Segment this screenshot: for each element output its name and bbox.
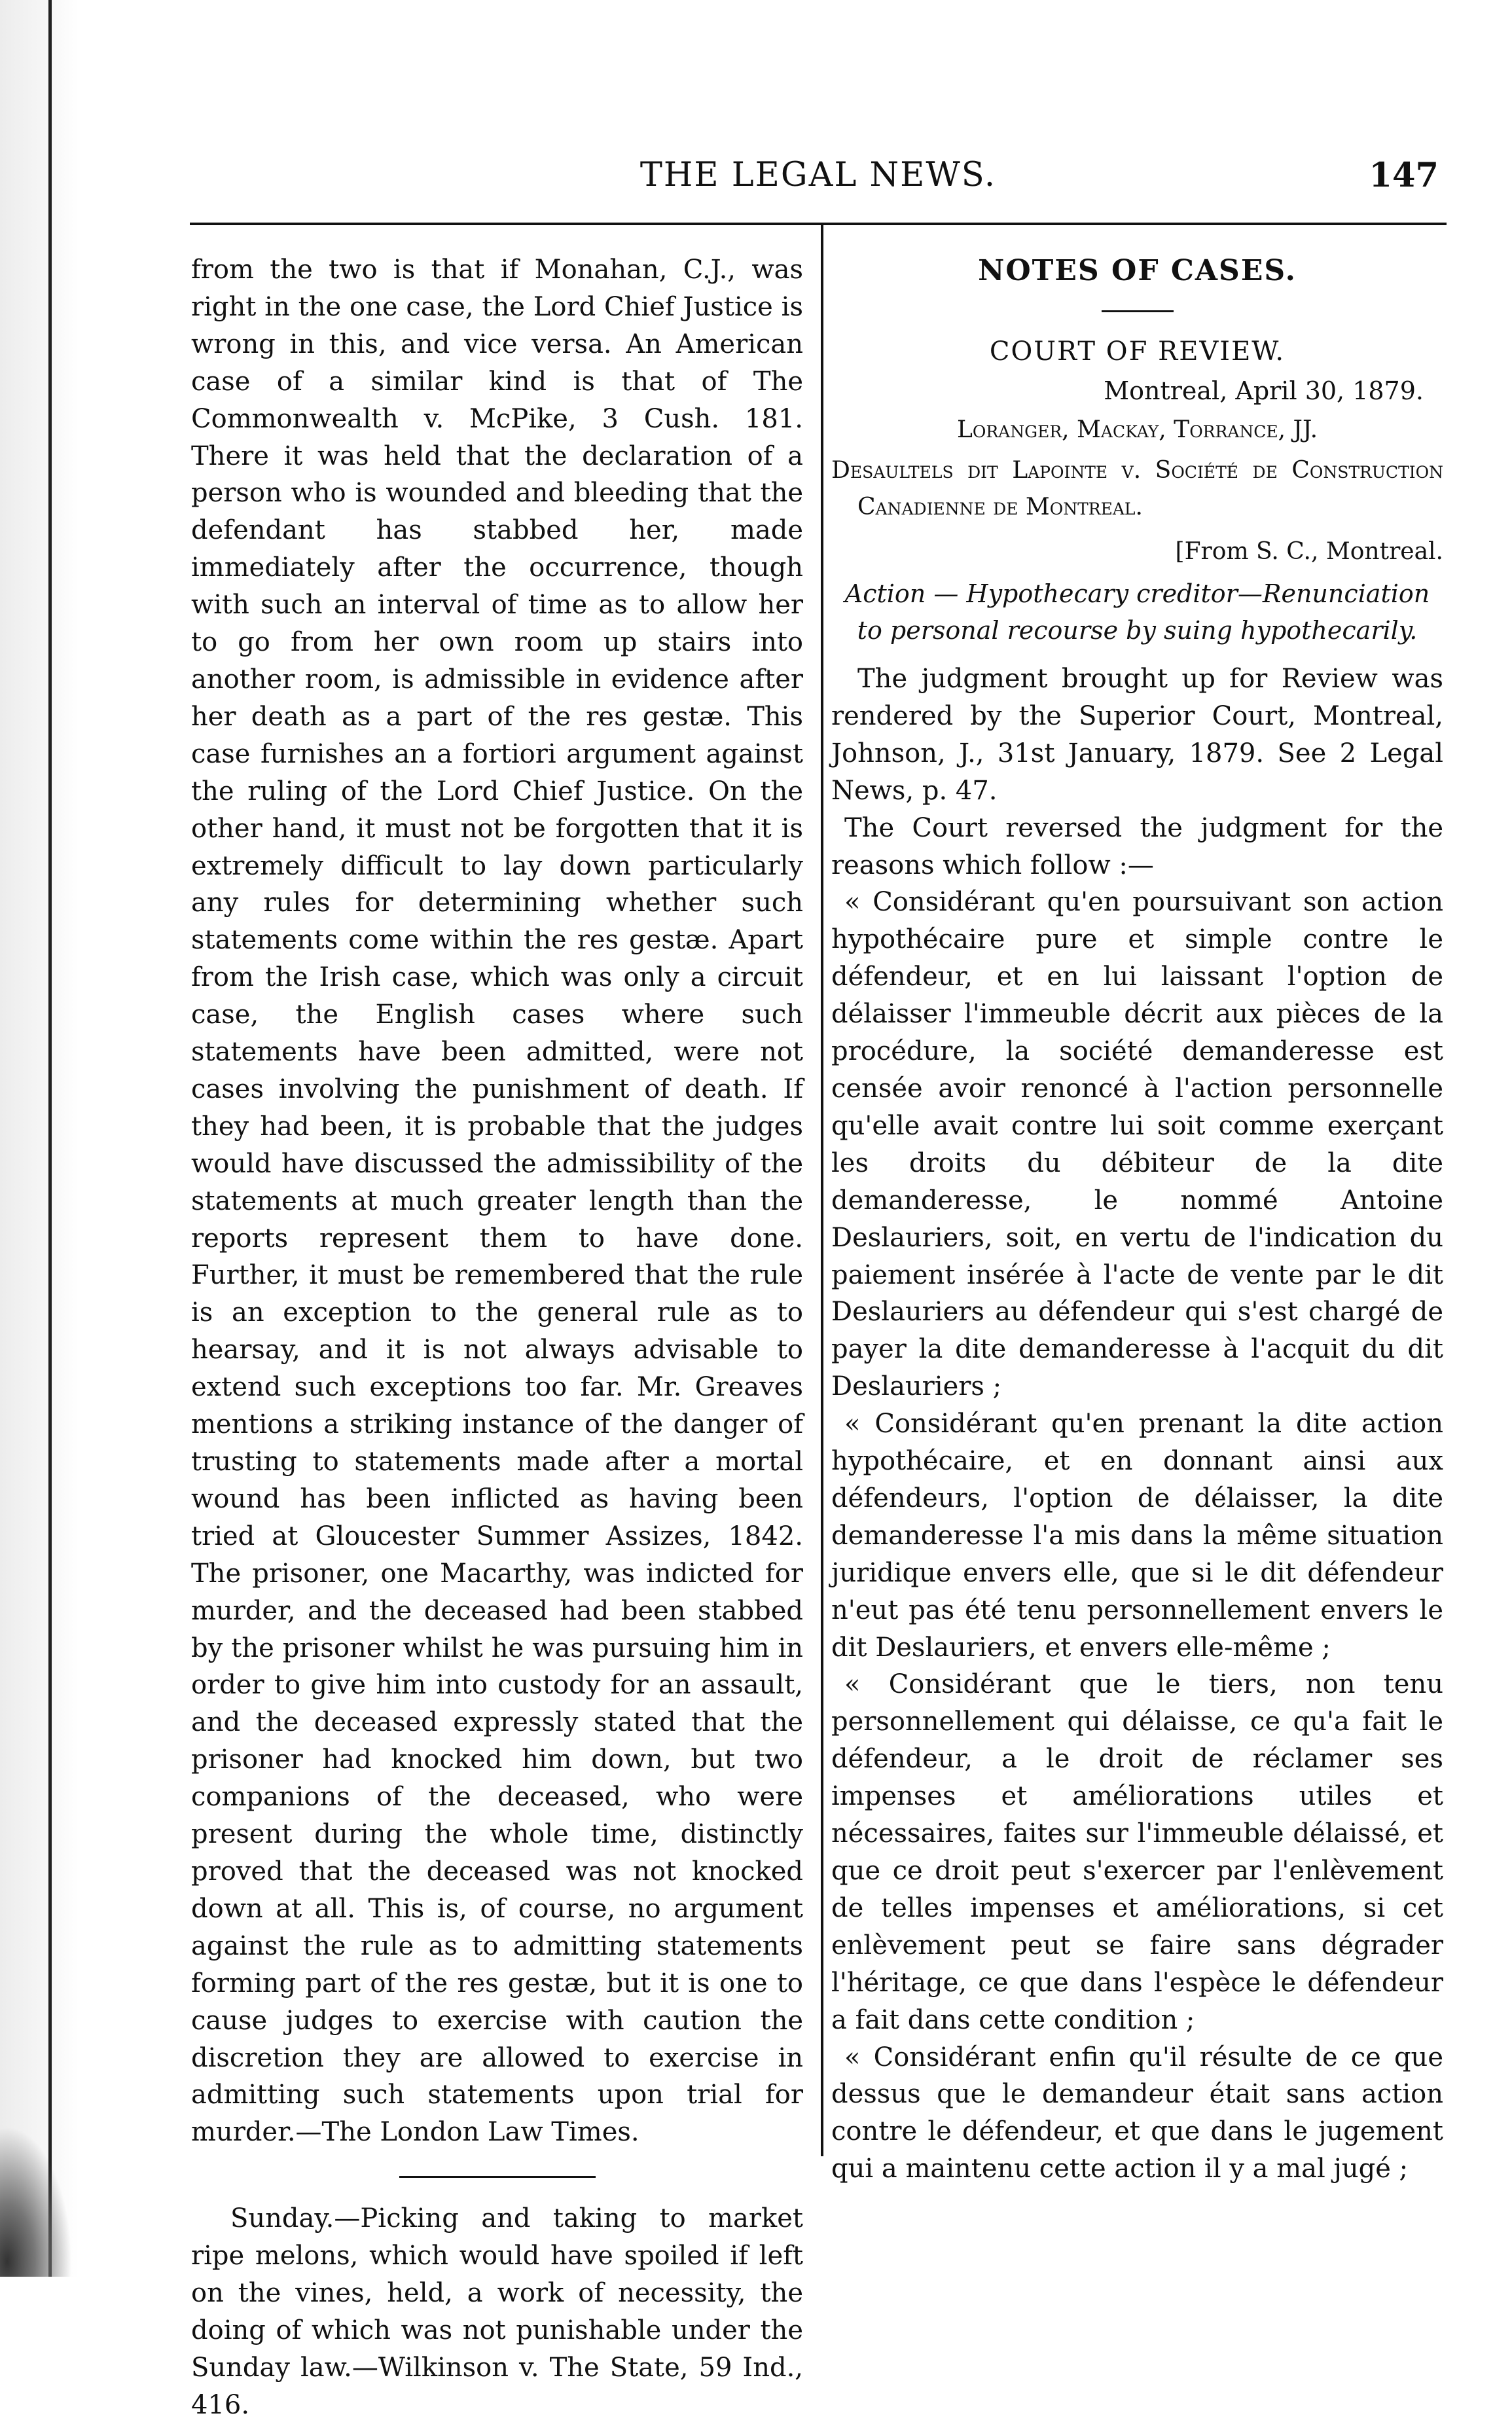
right-column	[831, 251, 1443, 2188]
considerant-paragraph-4: « Considérant enfin qu'il résulte de ce que dessus que le demandeur était sans action contre le défendeur, et que dans le jugement qui a maintenu cette action il y a mal jugé ;	[831, 2042, 1443, 2184]
law-times-paragraph: from the two is that if Monahan, C.J., was right in the one case, the Lord Chief Justice is wrong in this, and vice versa. An American case of a similar kind is that of The Commonwealth v. McPike, 3 Cush. 181. There it was held that the declaration of a person who is wounded and bleeding that the defendant has stabbed her, made immediately after the occurrence, though with such an interval of time as to allow her to go from her own room up stairs into another room, is admissible in evidence after her death as a part of the res gestæ. This case furnishes an a fortiori argument against the ruling of the Lord Chief Justice. On the other hand, it must not be forgotten that it is extremely difficult to lay down particularly any rules for determining whether such statements come within the res gestæ. Apart from the Irish case, which was only a circuit case, the English cases where such statements have been admitted, were not cases involving the punishment of death. If they had been, it is probable that the judges would have discussed the admissibility of the statements at much greater length than the reports represent them to have done. Further, it must be remembered that the rule is an exception to the general rule as to hearsay, and it is not always advisable to extend such exceptions too far. Mr. Greaves mentions a striking instance of the danger of trusting to statements made after a mortal wound has been inflicted as having been tried at Gloucester Summer Assizes, 1842. The prisoner, one Macarthy, was indicted for murder, and the deceased had been stabbed by the prisoner whilst he was pursuing him in order to give him into custody for an assault, and the deceased expressly stated that the prisoner had knocked him down, but two companions of the deceased, who were present during the whole time, distinctly proved that the deceased was not knocked down at all. This is, of course, no argument against the rule as to admitting statements forming part of the res gestæ, but it is one to cause judges to exercise with caution the discretion they are allowed to exercise in admitting such statements upon trial for murder.—The London Law Times.	[191, 255, 803, 2148]
judges: Loranger, Mackay, Torrance, JJ.	[956, 416, 1318, 443]
column-divider	[821, 225, 823, 2156]
case-parties: Desaultels dit Lapointe v. Société de Construction Canadienne de Montreal.	[831, 457, 1443, 520]
case-source: [From S. C., Montreal.	[1175, 538, 1443, 565]
judgment-paragraph-1: The judgment brought up for Review was rendered by the Superior Court, Montreal, Johnson, J., 31st January, 1879. See 2 Legal News, p. 47.	[831, 664, 1443, 806]
page-binding-shadow	[0, 0, 79, 2277]
considerant-paragraph-3: « Considérant que le tiers, non tenu personnellement qui délaisse, ce qu'a fait le défendeur, a le droit de réclamer ses impenses et améliorations utiles et nécessaires, faites sur l'immeuble délaissé, et que ce droit peut s'exercer par l'enlèvement de telles impenses et améliorations, si cet enlèvement peut se faire sans dégrader l'héritage, ce que dans l'espèce le défendeur a fait dans cette condition ;	[831, 1669, 1443, 2035]
court-name: COURT OF REVIEW.	[989, 336, 1286, 367]
section-heading: NOTES OF CASES.	[978, 254, 1297, 287]
page-header	[190, 152, 1447, 198]
header-rule	[190, 223, 1447, 225]
running-title: THE LEGAL NEWS.	[639, 156, 997, 194]
binding-edge-line	[48, 0, 52, 2277]
considerant-paragraph-2: « Considérant qu'en prenant la dite action hypothécaire, et en donnant ainsi aux défendeurs, l'option de délaisser, la dite demanderesse l'a mis dans la même situation juridique envers elle, que si le dit défendeur n'eut pas été tenu personnellement envers le dit Deslauriers, et envers elle-même ;	[831, 1409, 1443, 1663]
place-date: Montreal, April 30, 1879.	[1104, 376, 1424, 405]
case-syllabus: Action — Hypothecary creditor—Renunciation to personal recourse by suing hypothecarily.	[844, 579, 1430, 645]
judgment-paragraph-2: The Court reversed the judgment for the reasons which follow :—	[831, 812, 1443, 880]
left-column	[191, 251, 803, 2424]
page-number: 147	[1369, 156, 1439, 195]
article-separator-rule	[399, 2176, 596, 2178]
binding-ink-smudge	[0, 2126, 72, 2277]
considerant-paragraph-1: « Considérant qu'en poursuivant son action hypothécaire pure et simple contre le défendeur, et en lui laissant l'option de délaisser l'immeuble décrit aux pièces de la procédure, la société demanderesse est censée avoir renoncé à l'action personnelle qu'elle avait contre lui soit comme exerçant les droits du débiteur de la dite demanderesse, le nommé Antoine Deslauriers, soit, en vertu de l'indication du paiement insérée à l'acte de vente par le dit Deslauriers au défendeur qui s'est chargé de payer la dite demanderesse à l'acquit du dit Deslauriers ;	[831, 887, 1443, 1402]
heading-rule	[1102, 310, 1174, 312]
sunday-note: Sunday.—Picking and taking to market ripe melons, which would have spoiled if left on the vines, held, a work of necessity, the doing of which was not punishable under the Sunday law.—Wilkinson v. The State, 59 Ind., 416.	[191, 2203, 803, 2420]
